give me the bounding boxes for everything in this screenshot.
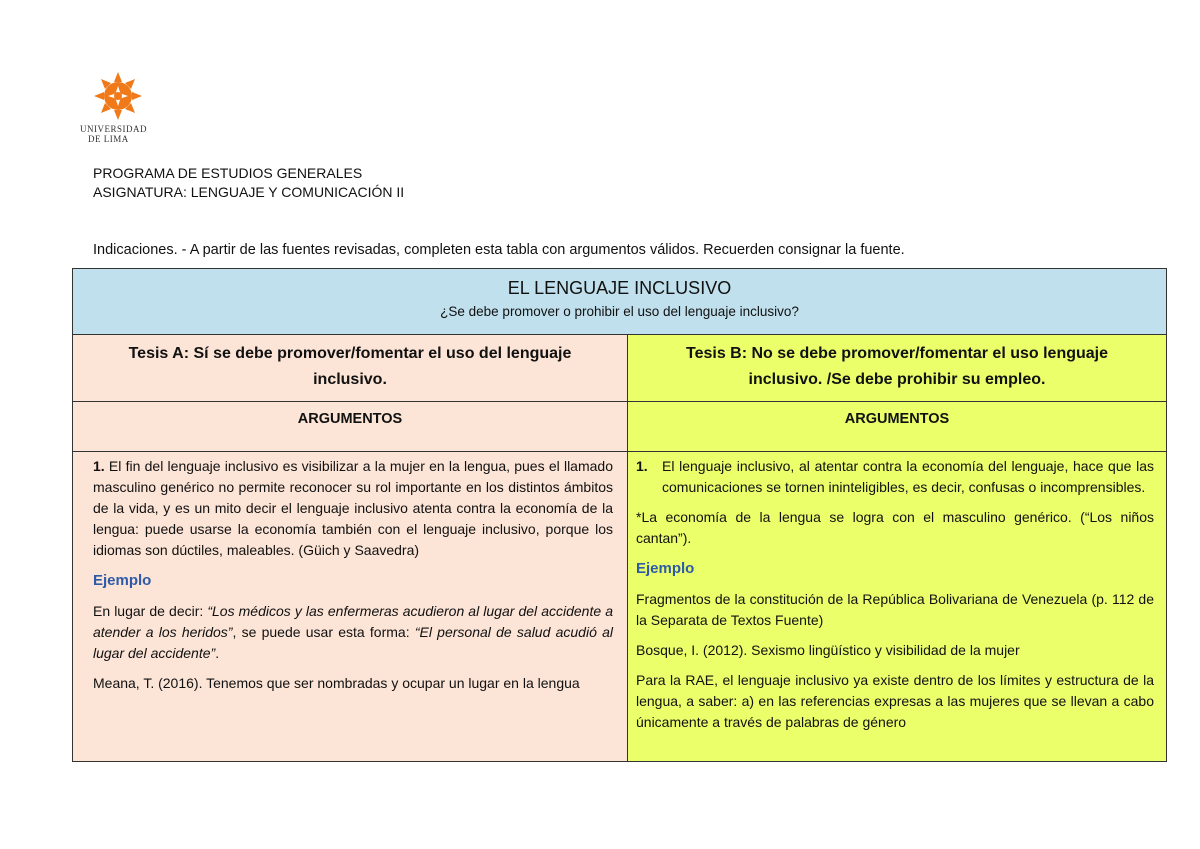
example-label-b: Ejemplo [636,560,695,577]
example-a-quote-1: “Los médicos y las enfermeras acudieron al lugar del accidente a atender a los heridos” [93,603,613,640]
rae-b: Para la RAE, el lenguaje inclusivo ya existe dentro de los límites y estructura de la lengua, a saber: a) en las referencias expresas a las mujeres que se llevan a cabo únicamente a través de palabras de género [636,672,1154,730]
argument-b-number: 1. [636,458,648,474]
example-a [93,601,613,664]
logo-flower-icon [92,70,144,122]
arguments-header-b: ARGUMENTOS [628,402,1167,452]
fragments-b: Fragmentos de la constitución de la República Bolivariana de Venezuela (p. 112 de la Separata de Textos Fuente) [636,591,1154,628]
source-a: Meana, T. (2016). Tenemos que ser nombradas y ocupar un lugar en la lengua [93,675,580,691]
thesis-a: Tesis A: Sí se debe promover/fomentar el uso del lenguaje inclusivo. [73,335,628,402]
university-logo [80,70,170,144]
program-title: PROGRAMA DE ESTUDIOS GENERALES [93,165,363,181]
thesis-b: Tesis B: No se debe promover/fomentar el uso lenguaje inclusivo. /Se debe prohibir su empleo. [628,335,1167,402]
table-title-cell [73,269,1167,335]
arguments-content-b [628,452,1167,762]
argument-b-1 [636,456,1154,498]
arguments-content-a [73,452,628,762]
subject-title: ASIGNATURA: LENGUAJE Y COMUNICACIÓN II [93,184,405,200]
source-b-bosque: Bosque, I. (2012). Sexismo lingüístico y visibilidad de la mujer [636,642,1020,658]
document-header [93,164,404,202]
argument-a-text: El fin del lenguaje inclusivo es visibilizar a la mujer en la lengua, pues el llamado masculino genérico no permite reconocer su rol importante en los distintos ámbitos de la vida, y es un mito decir el lenguaje inclusivo atenta contra la economía de la lengua: puede usarse la economía también con el lenguaje inclusivo, porque los idiomas son dúctiles, maleables. (Güich y Saavedra) [93,458,613,558]
argument-a-1 [93,456,613,561]
argument-a-number: 1. [93,458,105,474]
note-b: *La economía de la lengua se logra con el masculino genérico. (“Los niños cantan”). [636,509,1154,546]
arguments-header-a: ARGUMENTOS [73,402,628,452]
example-a-prefix: En lugar de decir: [93,603,208,619]
table-question: ¿Se debe promover o prohibir el uso del lenguaje inclusivo? [440,304,799,319]
logo-line-2: DE LIMA [88,134,129,144]
logo-line-1: UNIVERSIDAD [80,124,147,134]
instructions-text: Indicaciones. - A partir de las fuentes revisadas, completen esta tabla con argumentos válidos. Recuerden consignar la fuente. [93,242,905,258]
example-a-quote-2: “El personal de salud acudió al lugar del accidente” [93,624,613,661]
example-label-a: Ejemplo [93,572,152,589]
table-title: EL LENGUAJE INCLUSIVO [507,278,732,298]
argument-b-text: El lenguaje inclusivo, al atentar contra la economía del lenguaje, hace que las comunicaciones se tornen ininteligibles, es decir, confusas o incomprensibles. [662,458,1154,495]
example-a-end: . [215,645,220,661]
argument-table [72,268,1167,762]
example-a-middle: , se puede usar esta forma: [232,624,415,640]
